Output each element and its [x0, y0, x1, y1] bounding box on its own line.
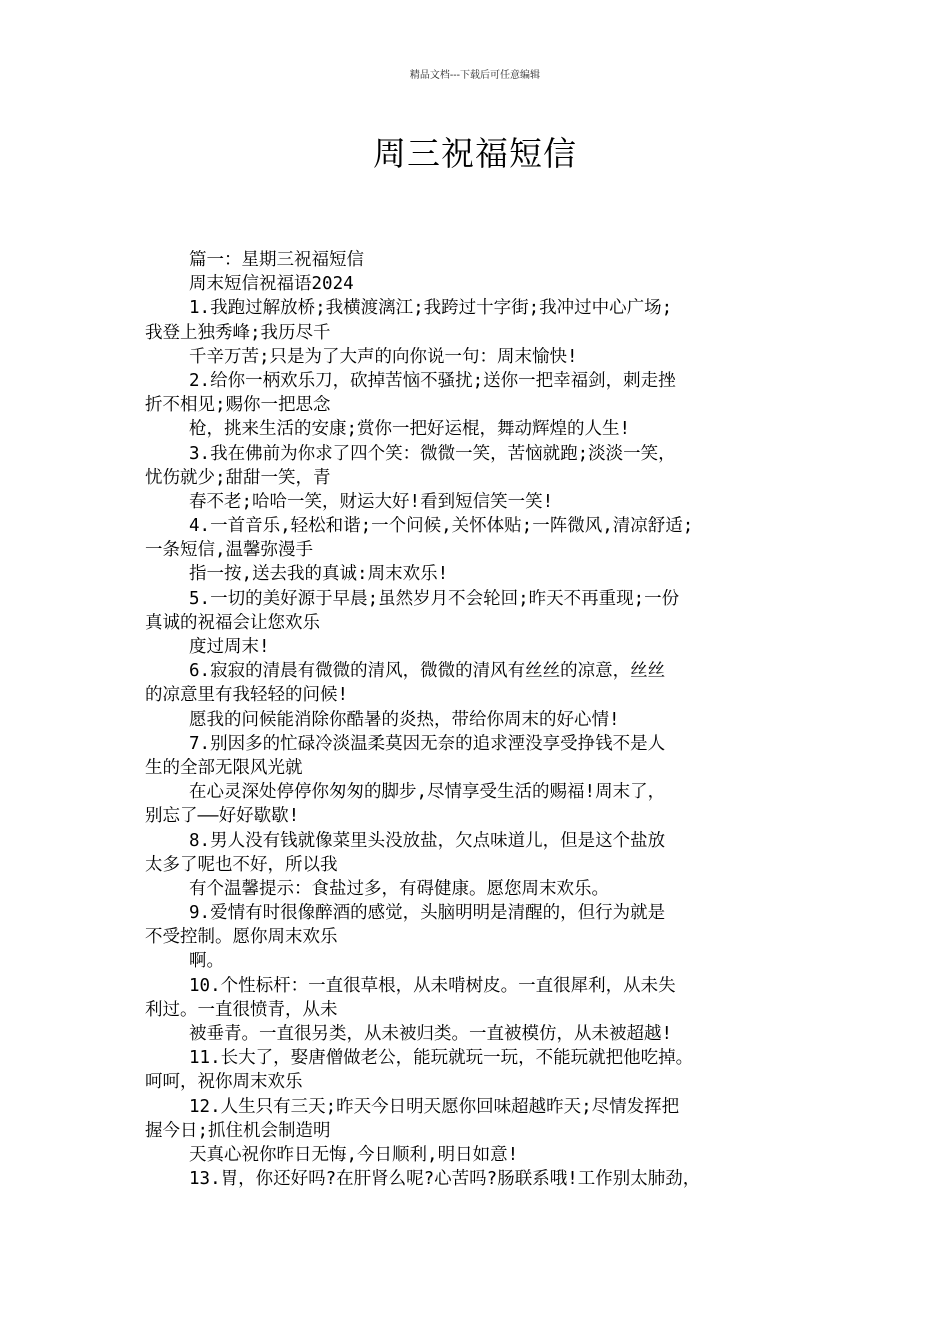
body-text-line: 忧伤就少;甜甜一笑，青 — [145, 467, 331, 488]
body-text-line: 不受控制。愿你周末欢乐 — [145, 927, 338, 948]
body-text-line: 真诚的祝福会让您欢乐 — [145, 612, 320, 633]
body-text-line: 8.男人没有钱就像菜里头没放盐，欠点味道儿，但是这个盐放 — [189, 830, 666, 851]
body-text-line: 愿我的问候能消除你酷暑的炎热，带给你周末的好心情! — [189, 709, 620, 730]
body-text-line: 千辛万苦;只是为了大声的向你说一句：周末愉快! — [189, 346, 578, 367]
body-text-line: 3.我在佛前为你求了四个笑：微微一笑，苦恼就跑;淡淡一笑， — [189, 443, 676, 464]
body-text-line: 指一按,送去我的真诚:周末欢乐! — [189, 564, 449, 585]
body-text-line: 9.爱情有时很像醉酒的感觉，头脑明明是清醒的，但行为就是 — [189, 903, 666, 924]
body-text-line: 的凉意里有我轻轻的问候! — [145, 685, 349, 706]
body-text-line: 11.长大了，娶唐僧做老公，能玩就玩一玩，不能玩就把他吃掉。 — [189, 1048, 694, 1069]
body-text-line: 周末短信祝福语2024 — [189, 274, 354, 295]
body-text-line: 度过周末! — [189, 637, 270, 657]
body-text-line: 握今日;抓住机会制造明 — [145, 1120, 331, 1141]
body-text-line: 有个温馨提示：食盐过多，有碍健康。愿您周末欢乐。 — [189, 878, 609, 899]
body-text-line: 10.个性标杆：一直很草根，从未啃树皮。一直很犀利，从未失 — [189, 975, 676, 996]
body-text-line: 天真心祝你昨日无悔,今日顺利,明日如意! — [189, 1144, 519, 1165]
body-text-line: 6.寂寂的清晨有微微的清风，微微的清风有丝丝的凉意，丝丝 — [189, 661, 666, 682]
body-text-line: 枪，挑来生活的安康;赏你一把好运棍，舞动辉煌的人生! — [189, 419, 631, 440]
body-text-line: 啊。 — [189, 951, 224, 972]
body-text-line: 在心灵深处停停你匆匆的脚步,尽情享受生活的赐福!周末了， — [189, 782, 666, 803]
body-text-line: 春不老;哈哈一笑，财运大好!看到短信笑一笑! — [189, 491, 554, 512]
document-title: 周三祝福短信 — [373, 134, 577, 173]
body-text-line: 利过。一直很愤青，从未 — [145, 999, 338, 1020]
body-text-line: 被垂青。一直很另类，从未被归类。一直被模仿，从未被超越! — [189, 1024, 673, 1044]
body-text-line: 呵呵，祝你周末欢乐 — [145, 1072, 303, 1093]
document-body — [145, 248, 815, 1191]
body-text-line: 太多了呢也不好，所以我 — [145, 854, 338, 875]
body-text-line: 5.一切的美好源于早晨;虽然岁月不会轮回;昨天不再重现;一份 — [189, 588, 680, 609]
body-text-line: 12.人生只有三天;昨天今日明天愿你回味超越昨天;尽情发挥把 — [189, 1096, 680, 1117]
body-text-line: 13.胃，你还好吗?在肝肾么呢?心苦吗?肠联系哦!工作别太肺劲， — [189, 1169, 701, 1190]
body-text-line: 别忘了——好好歇歇! — [145, 806, 300, 827]
body-text-line: 4.一首音乐,轻松和谐;一个问候,关怀体贴;一阵微风,清凉舒适; — [189, 516, 694, 537]
header-note: 精品文档---下载后可任意编辑 — [409, 70, 541, 81]
body-text-line: 篇一：星期三祝福短信 — [189, 250, 364, 270]
body-text-line: 1.我跑过解放桥;我横渡漓江;我跨过十字街;我冲过中心广场; — [189, 298, 673, 319]
body-text-line: 折不相见;赐你一把思念 — [145, 395, 331, 416]
body-text-line: 2.给你一柄欢乐刀，砍掉苦恼不骚扰;送你一把幸福剑，刺走挫 — [189, 370, 676, 391]
body-text-line: 7.别因多的忙碌冷淡温柔莫因无奈的追求湮没享受挣钱不是人 — [189, 733, 666, 754]
body-text-line: 生的全部无限风光就 — [145, 757, 303, 778]
body-text-line: 一条短信,温馨弥漫手 — [145, 540, 314, 561]
body-text-line: 我登上独秀峰;我历尽千 — [145, 322, 331, 343]
